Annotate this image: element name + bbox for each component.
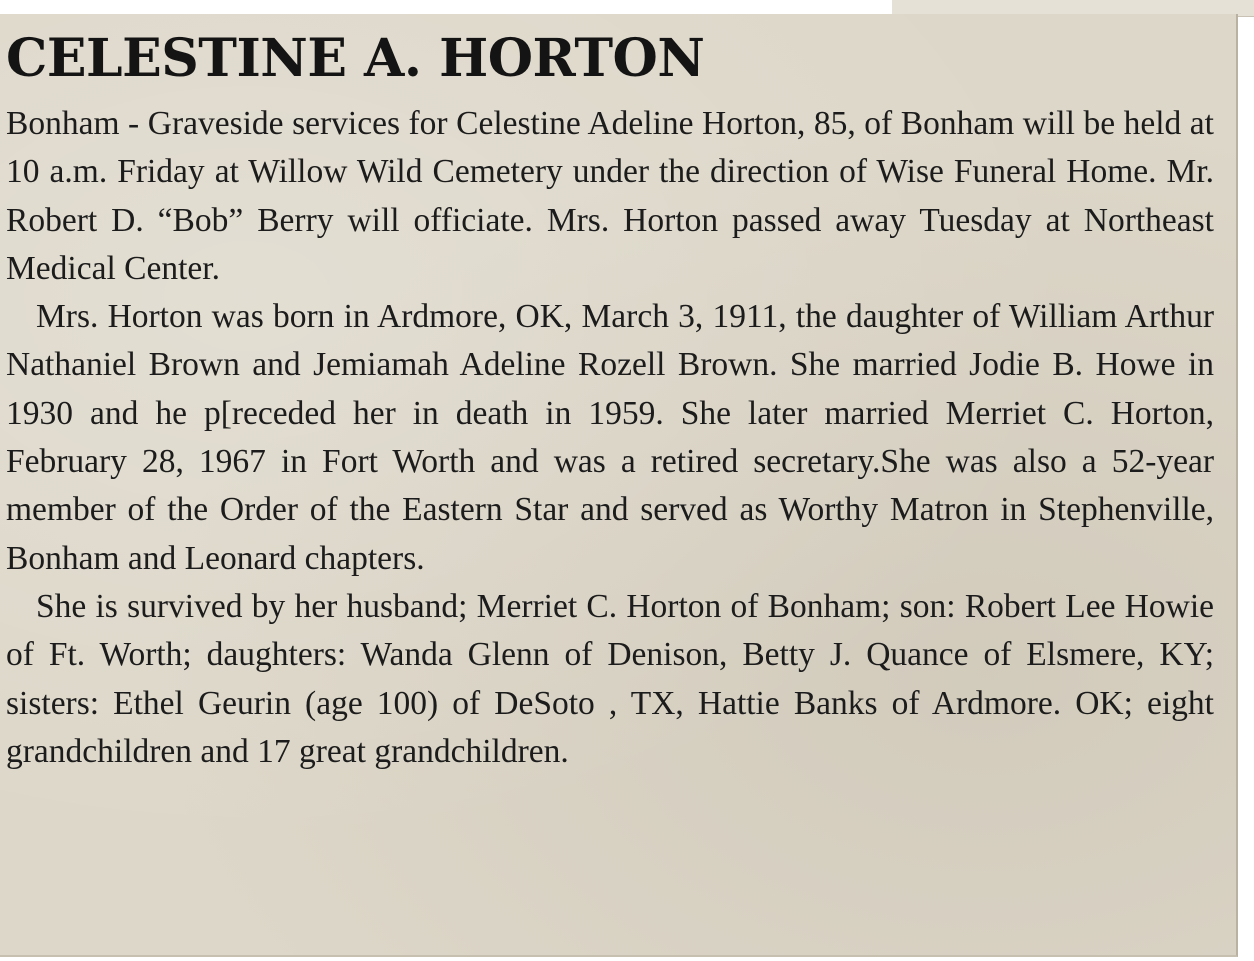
obituary-body [6, 100, 1214, 776]
newspaper-clipping [0, 14, 1238, 957]
obituary-paragraph-biography: Mrs. Horton was born in Ardmore, OK, March 3, 1911, the daughter of William Arthur Nathaniel Brown and Jemiamah Adeline Rozell Brown. She married Jodie B. Howe in 1930 and he p[receded her in death in 1959. She later married Merriet C. Horton, February 28, 1967 in Fort Worth and was a retired secretary.She was also a 52-year member of the Order of the Eastern Star and served as Worthy Matron in Stephenville, Bonham and Leonard chapters. [6, 298, 1214, 577]
obituary-paragraph-services: Bonham - Graveside services for Celestine Adeline Horton, 85, of Bonham will be held at 10 a.m. Friday at Willow Wild Cemetery under the direction of Wise Funeral Home. Mr. Robert D. “Bob” Berry will officiate. Mrs. Horton passed away Tuesday at Northeast Medical Center. [6, 105, 1214, 287]
obituary-headline: CELESTINE A. HORTON [6, 28, 705, 89]
obituary-paragraph-survivors: She is survived by her husband; Merriet C. Horton of Bonham; son: Robert Lee Howie of Ft. Worth; daughters: Wanda Glenn of Denison, Betty J. Quance of Elsmere, KY; sisters: Ethel Geurin (age 100) of DeSoto , TX, Hattie Banks of Ardmore. OK; eight grandchildren and 17 great grandchildren. [6, 587, 1214, 770]
